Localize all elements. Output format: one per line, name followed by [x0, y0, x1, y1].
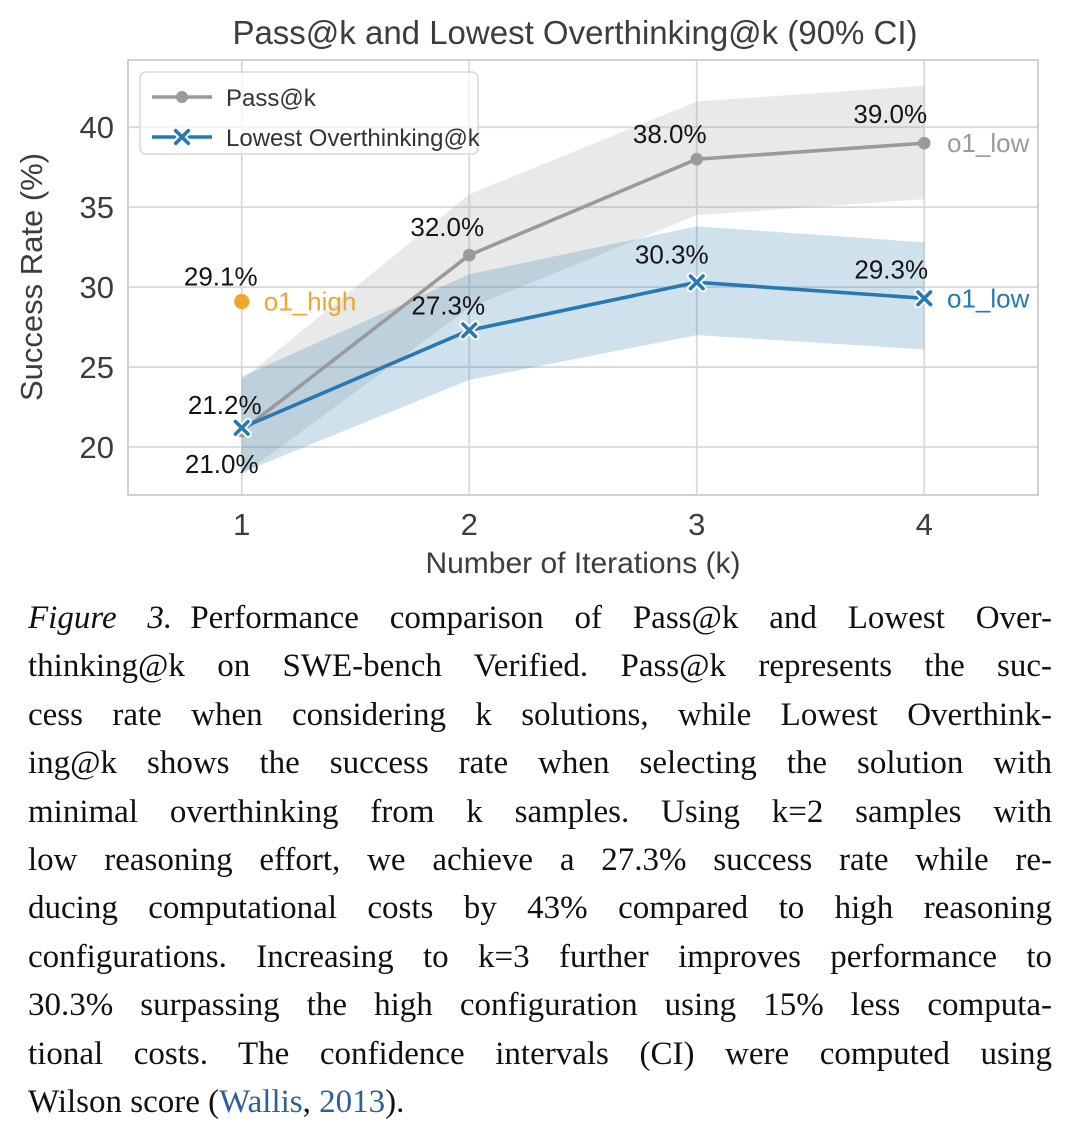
x-tick-label: 2 [460, 507, 478, 542]
end-label-lowest-overthinking-k: o1_low [947, 283, 1030, 314]
value-label-pass-k: 21.0% [184, 449, 259, 480]
marker-pass-k [918, 137, 931, 150]
caption-line [28, 642, 1052, 690]
ci-band-lowest-overthinking-k [242, 226, 925, 472]
legend-label-pass-k: Pass@k [226, 85, 316, 112]
value-label-pass-k: 38.0% [632, 119, 707, 150]
legend [140, 72, 481, 154]
caption-text: cess rate when considering k solutions, while Lowest Overthink- [28, 696, 1052, 733]
value-label-lowest-overthinking-k: 21.2% [187, 389, 262, 420]
caption-text: low reasoning effort, we achieve a 27.3% success rate while re- [28, 841, 1052, 878]
marker-pass-k [463, 249, 476, 262]
y-tick-label: 35 [79, 190, 114, 226]
figure-number-label: Figure 3. [28, 600, 173, 636]
y-tick-label: 30 [79, 270, 114, 306]
figure-caption [28, 594, 1052, 1126]
legend-label-lowest-overthinking-k: Lowest Overthinking@k [226, 125, 480, 152]
caption-text: minimal overthinking from k samples. Using k=2 samples with [28, 793, 1052, 830]
value-label-lowest-overthinking-k: 30.3% [634, 239, 709, 270]
caption-text: Performance comparison of Pass@k and Lowest Over- [190, 600, 1052, 636]
caption-line [28, 836, 1052, 884]
y-tick-label: 20 [79, 430, 114, 466]
caption-text: ). [385, 1083, 405, 1120]
reference-point-o1-high [234, 294, 249, 309]
caption-line [28, 981, 1052, 1029]
x-tick-label: 3 [688, 507, 706, 542]
caption-line [28, 788, 1052, 836]
caption-line [28, 1030, 1052, 1078]
caption-text: , [302, 1083, 320, 1120]
caption-text: ing@k shows the success rate when selecting the solution with [28, 745, 1052, 782]
y-tick-label: 25 [79, 350, 114, 386]
y-axis-label: Success Rate (%) [14, 152, 49, 402]
x-tick-label: 4 [915, 507, 933, 542]
value-label-pass-k: 32.0% [410, 212, 485, 243]
caption-text: tional costs. The confidence intervals (CI) were computed using [28, 1035, 1052, 1072]
citation-link[interactable]: Wallis [219, 1083, 303, 1120]
caption-line [28, 884, 1052, 932]
caption-line [28, 933, 1052, 981]
value-label-pass-k: 39.0% [853, 99, 928, 130]
caption-line [28, 691, 1052, 739]
value-label-lowest-overthinking-k: 27.3% [411, 290, 486, 321]
x-tick-label: 1 [233, 507, 251, 542]
caption-text: 30.3% surpassing the high configuration using 15% less computa- [28, 987, 1052, 1024]
caption-line [28, 594, 1052, 642]
end-label-pass-k: o1_low [947, 128, 1030, 159]
name-label-o1-high: o1_high [263, 286, 357, 317]
value-label-lowest-overthinking-k: 29.3% [854, 254, 929, 285]
value-label-o1-high: 29.1% [183, 261, 258, 292]
marker-pass-k [690, 153, 703, 166]
caption-text: ducing computational costs by 43% compared to high reasoning [28, 890, 1052, 927]
caption-text: thinking@k on SWE-bench Verified. Pass@k represents the suc- [28, 648, 1052, 685]
caption-text: configurations. Increasing to k=3 further improves performance to [28, 938, 1052, 975]
caption-text: Wilson score ( [28, 1083, 220, 1120]
citation-link[interactable]: 2013 [319, 1083, 386, 1120]
legend-marker-circle [176, 91, 188, 103]
chart-title: Pass@k and Lowest Overthinking@k (90% CI) [232, 14, 918, 51]
y-tick-label: 40 [79, 110, 114, 146]
caption-line [28, 1078, 1052, 1126]
caption-line [28, 739, 1052, 787]
x-axis-label: Number of Iterations (k) [425, 547, 741, 580]
